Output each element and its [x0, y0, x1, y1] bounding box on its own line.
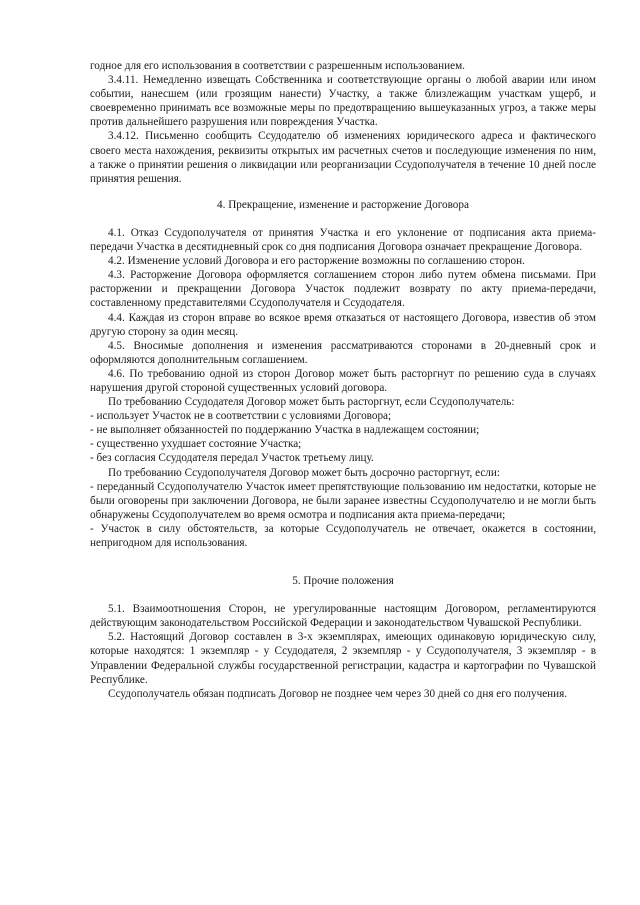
borrower-termination-intro: По требованию Ссудополучателя Договор может быть досрочно расторгнут, если:: [108, 466, 500, 479]
clause-4-5: 4.5. Вносимые дополнения и изменения рассматриваются сторонами в 20-дневный срок и оформляются дополнительным соглашением.: [90, 339, 596, 366]
lender-termination-intro: По требованию Ссудодателя Договор может быть расторгнут, если Ссудополучатель:: [108, 396, 515, 409]
clause-4-1: 4.1. Отказ Ссудополучателя от принятия Участка и его уклонение от подписания акта приема-передачи Участка в десятидневный срок со дня подписания Договора означает прекращение Договора.: [90, 226, 596, 254]
section-5-heading: 5. Прочие положения: [292, 575, 394, 588]
list-item: - использует Участок не в соответствии с условиями Договора;: [90, 410, 392, 423]
list-item: - не выполняет обязанностей по поддержанию Участка в надлежащем состоянии;: [90, 424, 480, 437]
list-item: - существенно ухудшает состояние Участка;: [90, 438, 302, 451]
clause-4-4: 4.4. Каждая из сторон вправе во всякое время отказаться от настоящего Договора, известив об этом другую сторону за один месяц.: [90, 311, 596, 338]
clause-4-3: 4.3. Расторжение Договора оформляется соглашением сторон либо путем обмена письмами. При расторжении и прекращении Договора Участок подлежит возврату по акту приема-передачи, составленному представителями Ссудополучателя и Ссудодателя.: [90, 269, 596, 310]
list-item: - без согласия Ссудодателя передал Участок третьему лицу.: [90, 452, 374, 465]
list-item: - переданный Ссудополучателю Участок имеет препятствующие пользованию им недостатки, которые не были оговорены при заключении Договора, не были заранее известны Ссудополучателю и не могли быть обнаружены Ссудополучателем во время осмотра и подписания акта приема-передачи;: [90, 480, 596, 521]
final-clause: Ссудополучатель обязан подписать Договор не позднее чем через 30 дней со дня его получения.: [108, 687, 568, 700]
clause-4-6: 4.6. По требованию одной из сторон Договор может быть расторгнут по решению суда в случаях нарушения другой стороной существенных условий договора.: [90, 367, 596, 394]
clause-3-4-11: 3.4.11. Немедленно извещать Собственника и соответствующие органы о любой аварии или ином событии, нанесшем (или грозящим нанести) Участку, а также близлежащим участкам ущерб, и своевременно принимать все возможные меры по предотвращению вышеуказанных угроз, а также меры против дальнейшего разрушения или повреждения Участка.: [90, 74, 596, 129]
section-4-heading: 4. Прекращение, изменение и расторжение Договора: [217, 198, 469, 211]
clause-3-4-12: 3.4.12. Письменно сообщить Ссудодателю об изменениях юридического адреса и фактического своего места нахождения, реквизиты открытых им расчетных счетов и последующие изменения по ним, а также о принятии решения о ликвидации или реорганизации Ссудополучателя в течение 10 дней после принятия решения.: [90, 130, 596, 185]
paragraph-3-4-10-continuation: годное для его использования в соответствии с разрешенным использованием.: [90, 60, 465, 72]
list-item: - Участок в силу обстоятельств, за которые Ссудополучатель не отвечает, окажется в состоянии, непригодном для использования.: [90, 522, 596, 549]
clause-5-2: 5.2. Настоящий Договор составлен в 3-х экземплярах, имеющих одинаковую юридическую силу, которые находятся: 1 экземпляр - у Ссудодателя, 2 экземпляр - у Ссудополучателя, 3 экземпляр - в Управлении Федеральной службы государственной регистрации, кадастра и картографии по Чувашской Республике.: [90, 631, 596, 686]
clause-5-1: 5.1. Взаимоотношения Сторон, не урегулированные настоящим Договором, регламентируются действующим законодательством Российской Федерации и законодательством Чувашской Республики.: [90, 603, 596, 630]
document-text: [90, 59, 596, 701]
clause-4-2: 4.2. Изменение условий Договора и его расторжение возможны по соглашению сторон.: [108, 255, 525, 268]
